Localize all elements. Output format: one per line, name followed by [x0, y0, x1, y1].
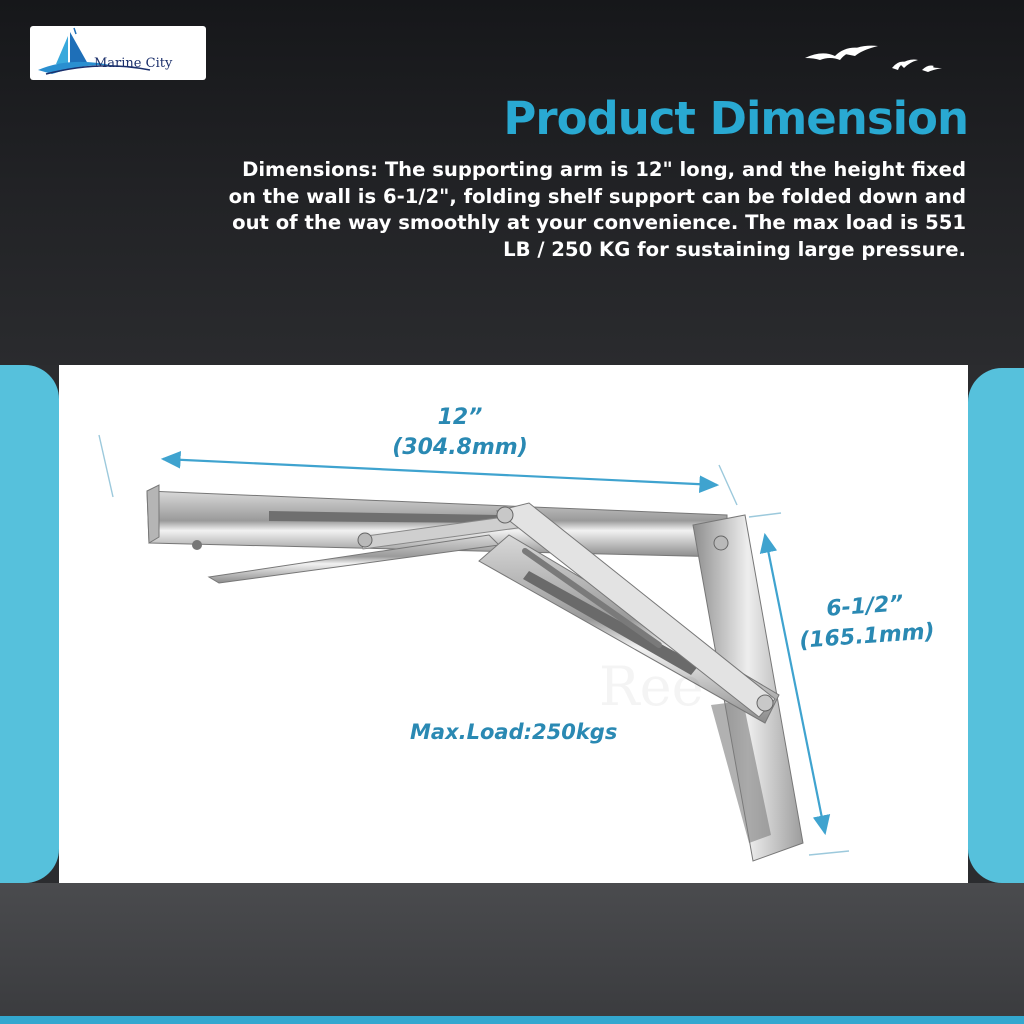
description-line: Dimensions: The supporting arm is 12" long, and the height fixed	[242, 158, 966, 181]
watermark	[599, 655, 704, 718]
footer-section	[0, 883, 1024, 1024]
birds-icon	[800, 40, 950, 80]
description-line: out of the way smoothly at your convenience. The max load is 551	[232, 211, 966, 234]
height-label	[784, 586, 948, 657]
length-label	[380, 403, 540, 463]
footer-stripe	[0, 1016, 1024, 1024]
brand-logo	[30, 26, 206, 80]
page-title: Product Dimension	[503, 92, 968, 145]
height-millimeters: (165.1mm)	[798, 619, 936, 654]
max-load-label: Max.Load:250kgs	[410, 720, 618, 744]
side-tab-right	[968, 368, 1024, 883]
product-description	[166, 157, 966, 263]
description-line: on the wall is 6-1/2", folding shelf support can be folded down and	[228, 184, 966, 208]
length-inches: 12”	[437, 405, 483, 430]
height-inches: 6-1/2”	[825, 591, 905, 622]
sailboat-icon	[30, 26, 206, 80]
side-tab-left	[0, 365, 59, 883]
description-line: LB / 250 KG for sustaining large pressure.	[503, 237, 966, 261]
brand-name: Marine City	[94, 56, 173, 71]
length-millimeters: (304.8mm)	[392, 435, 528, 460]
